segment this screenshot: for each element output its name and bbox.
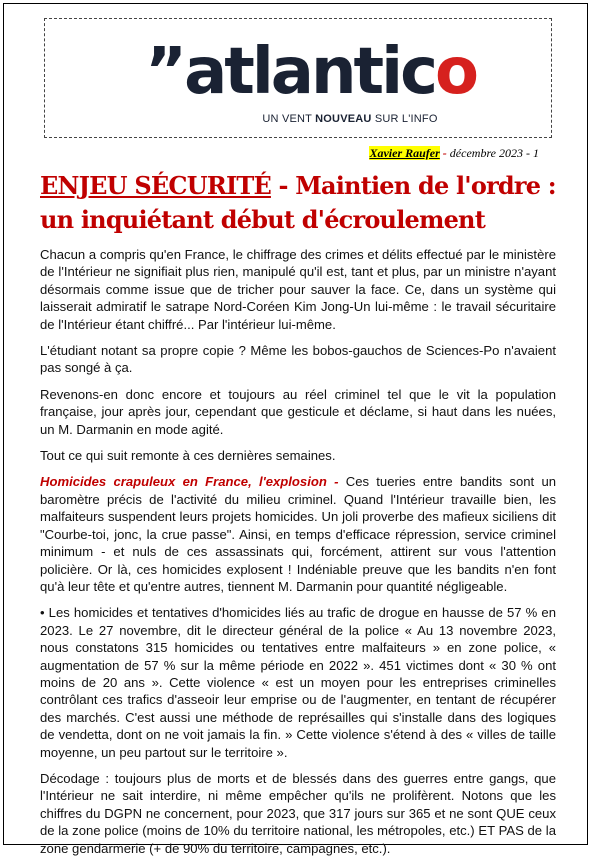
byline <box>369 146 539 161</box>
logo-frame <box>44 18 552 138</box>
article-title <box>40 169 560 237</box>
logo-tagline-part-1: UN VENT <box>262 113 316 125</box>
logo-tagline-part-2: NOUVEAU <box>315 113 372 125</box>
paragraph-3: Revenons-en donc encore et toujours au réel criminel tel que le vit la population française, jour après jour, cependant que gesticule et déclame, si haut dans les nuées, un M. Darmanin en mode agité. <box>40 386 556 437</box>
paragraph-4: Tout ce qui suit remonte à ces dernières semaines. <box>40 448 336 464</box>
paragraph-2: L'étudiant notant sa propre copie ? Même les bobos-gauchos de Sciences-Po n'avaient pas songé à ça. <box>40 343 556 376</box>
document-page <box>3 3 588 856</box>
article-body <box>40 246 556 866</box>
paragraph-1: Chacun a compris qu'en France, le chiffrage des crimes et délits effectué par le ministère de l'Intérieur ne signifiait plus rien, manipulé qu'il est, tant et plus, par un ministre n'ayant désormais comme issue que de tricher pour sauver la face. Ce, dans un système qui laisserait admiratif le satrape Nord-Coréen Kim Jong-Un lui-même : le travail sécuritaire de l'Intérieur étant chiffré... Par l'intérieur lui-même. <box>40 247 556 332</box>
title-main: - Maintien de l'ordre : un inquiétant début d'écroulement <box>40 171 556 234</box>
logo-word-main: atlantic <box>184 35 435 109</box>
logo-word-o: o <box>435 35 476 109</box>
paragraph-6: • Les homicides et tentatives d'homicides liés au trafic de drogue en hausse de 57 % en 2023. Le 27 novembre, dit le directeur général de la police « Au 13 novembre 2023, nous constatons 315 homicides ou tentatives entre malfaiteurs » en zone police, « augmentation de 57 % sur la même période en 2022 ». 451 victimes dont « 30 % ont moins de 20 ans ». Cette violence « est un moyen pour les entreprises criminelles contrôlant ces trafics d'asseoir leur emprise ou de l'augmenter, en tentant de récupérer des marchés. C'est aussi une méthode de représailles qui s'installe dans des logiques de vendetta, dont on ne voit jamais la fin. » Cette violence s'étend à des « villes de taille moyenne, un peu partout sur le territoire ». <box>40 605 556 760</box>
atlantico-logo <box>145 35 476 109</box>
logo-tagline-part-3: SUR L'INFO <box>371 113 438 125</box>
paragraph-5 <box>40 473 556 595</box>
logo-tagline <box>235 113 465 125</box>
paragraph-7: Décodage : toujours plus de morts et de blessés dans des guerres entre gangs, que l'Intérieur ne sait interdire, ni même empêcher qu'ils ne prolifèrent. Notons que les chiffres du DGPN ne concernent, pour 2023, que 317 jours sur 365 et ne sont QUE ceux de la zone police (moins de 10% du territoire national, les métropoles, etc.) ET PAS de la zone gendarmerie (+ de 90% du territoire, campagnes, etc.). <box>40 770 556 856</box>
paragraph-5-lead: Homicides crapuleux en France, l'explosion - <box>40 474 346 490</box>
byline-author: Xavier Raufer <box>369 146 440 160</box>
title-kicker: ENJEU SÉCURITÉ <box>40 171 271 200</box>
paragraph-5-text: Ces tueries entre bandits sont un baromètre précis de l'activité du milieu criminel. Quand l'Intérieur travaille bien, les malfaiteurs suspendent leurs projets homicides. Un joli proverbe des mafieux siciliens dit "Courbe-toi, jonc, la crue passe". Ainsi, en temps d'efficace répression, service criminel minimum - et nuls de ces assassinats qui, forcément, attirent sur vous l'attention policière. Or là, ces homicides explosent ! Indéniable preuve que les bandits n'en font qu'à leur tête et qu'entre autres, tiennent M. Darmanin pour quantité négligeable. <box>40 474 557 594</box>
byline-date: décembre 2023 - 1 <box>449 146 539 160</box>
logo-quote-mark: ” <box>145 35 185 109</box>
byline-separator: - <box>439 146 450 160</box>
